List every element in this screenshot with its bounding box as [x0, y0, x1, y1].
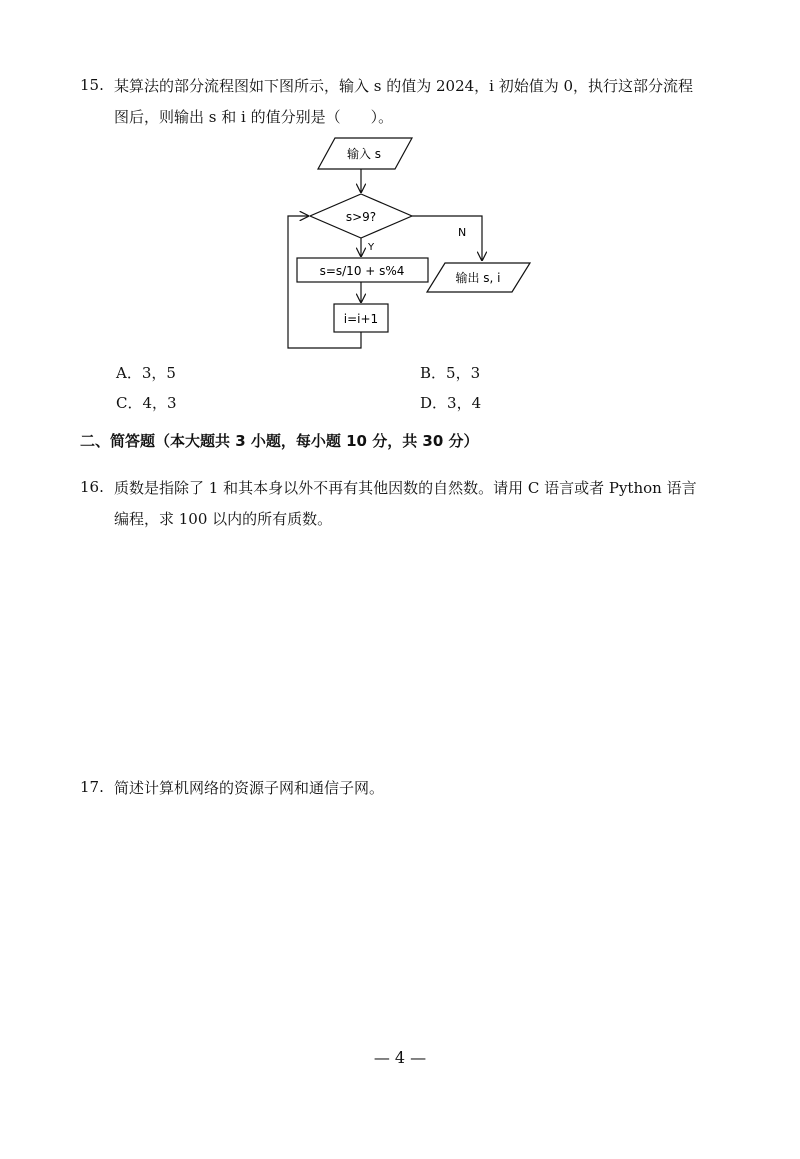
flow-process1-text: s=s/10 + s%4: [319, 264, 405, 278]
q15-line1: 某算法的部分流程图如下图所示，输入 s 的值为 2024，i 初始值为 0，执行这部分流程: [114, 77, 694, 95]
q15-option-d: D．3，4: [420, 394, 482, 412]
flow-yes-label: Y: [368, 242, 375, 253]
q15-number: 15.: [80, 76, 104, 94]
q15-option-b: B．5，3: [420, 364, 481, 382]
q17-line1: 简述计算机网络的资源子网和通信子网。: [114, 779, 385, 797]
q15-option-a: A．3，5: [116, 364, 176, 382]
q15-line2: 图后，则输出 s 和 i 的值分别是（ ）。: [114, 108, 394, 126]
page-number: — 4 —: [373, 1048, 427, 1067]
section2-title: 二、简答题（本大题共 3 小题，每小题 10 分，共 30 分）: [80, 432, 479, 450]
flow-input-text: 输入 s: [346, 147, 382, 161]
flow-process2-text: i=i+1: [343, 312, 379, 326]
q15-option-c: C．4，3: [116, 394, 177, 412]
flow-output-text: 输出 s, i: [455, 271, 501, 285]
q16-line1: 质数是指除了 1 和其本身以外不再有其他因数的自然数。请用 C 语言或者 Python 语言: [114, 479, 697, 497]
flow-no-label: N: [458, 226, 467, 239]
q16-number: 16.: [80, 478, 104, 496]
q17-number: 17.: [80, 778, 104, 796]
flowchart: [0, 132, 800, 352]
flow-decision-text: s>9?: [345, 210, 377, 224]
flow-arrow-no: [412, 216, 482, 260]
q16-line2: 编程，求 100 以内的所有质数。: [114, 510, 333, 528]
